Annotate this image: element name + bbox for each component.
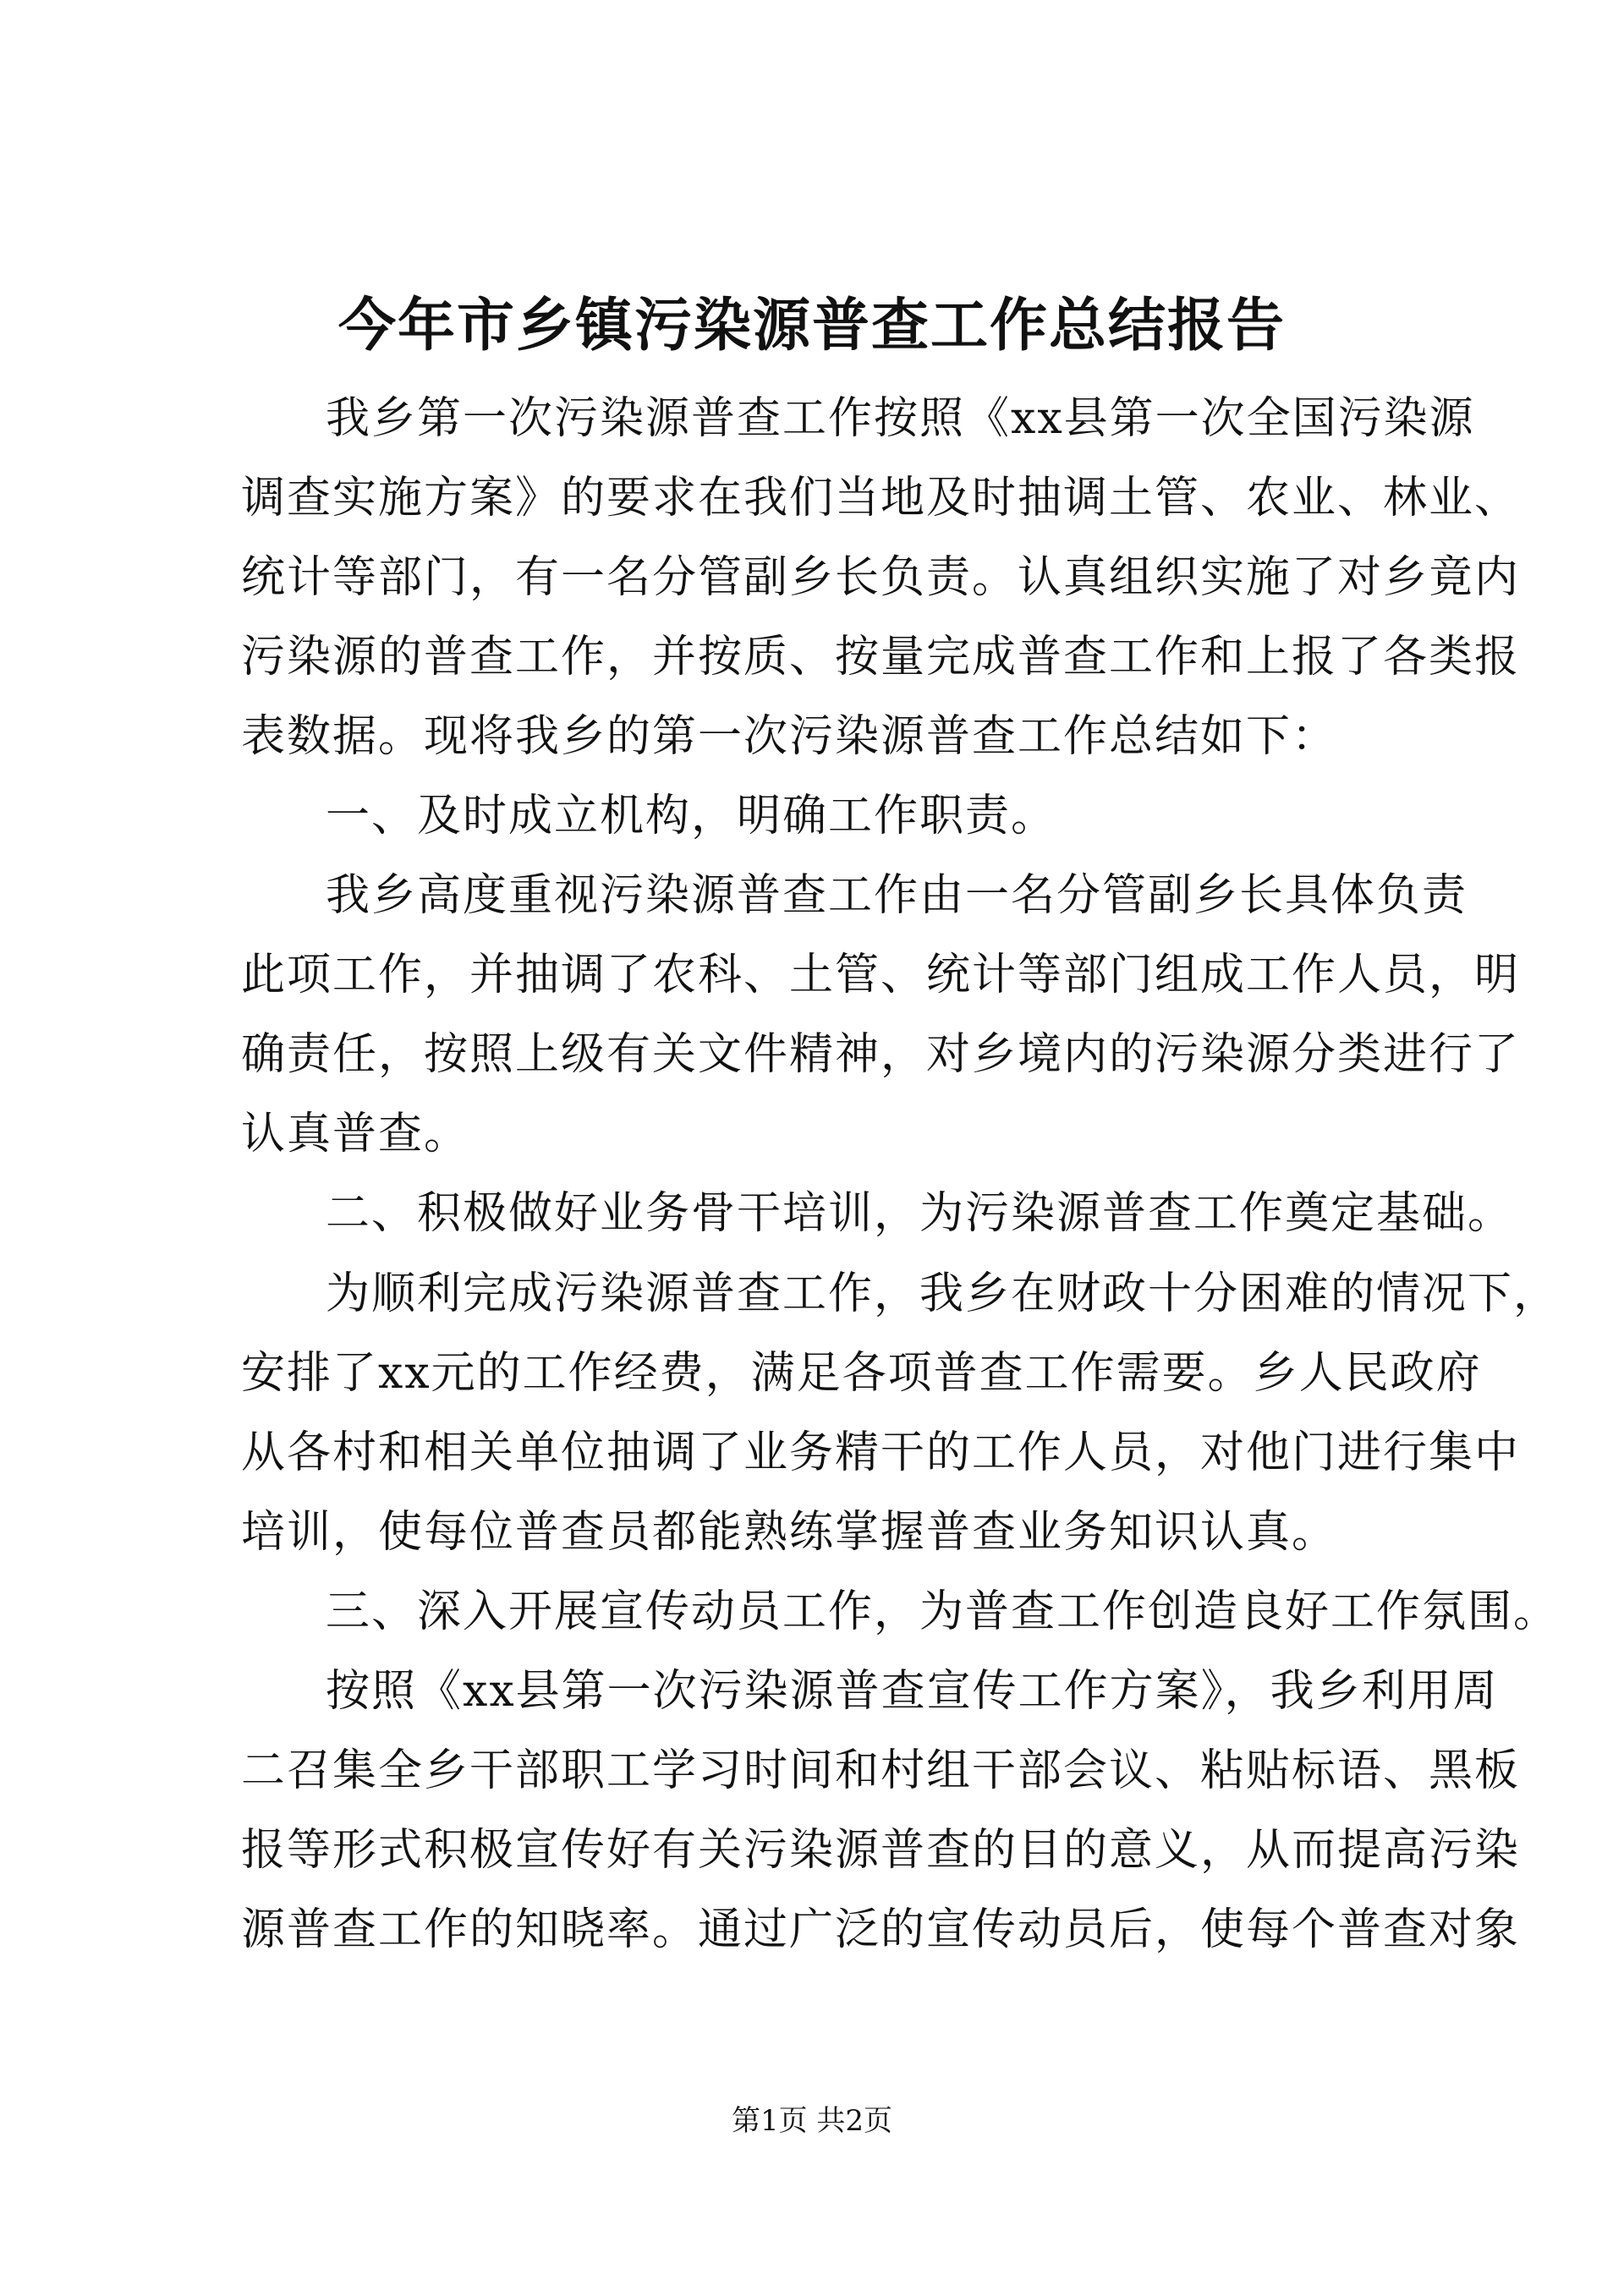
paragraph-1-line-5: 表数据。现将我乡的第一次污染源普查工作总结如下： [241,711,1338,763]
section-heading-1: 一、及时成立机构，明确工作职责。 [326,791,1057,842]
document-body [241,379,1560,1970]
section-heading-2: 二、积极做好业务骨干培训，为污染源普查工作奠定基础。 [326,1188,1514,1240]
paragraph-3-line-2: 安排了xx元的工作经费，满足各项普查工作需要。乡人民政府 [241,1347,1482,1399]
paragraph-2-line-3: 确责任，按照上级有关文件精神，对乡境内的污染源分类进行了 [241,1029,1521,1081]
paragraph-2-line-2: 此项工作，并抽调了农科、土管、统计等部门组成工作人员，明 [241,950,1521,1001]
paragraph-2-line-1: 我乡高度重视污染源普查工作由一名分管副乡长具体负责 [326,870,1468,922]
section-heading-3: 三、深入开展宣传动员工作，为普查工作创造良好工作氛围。 [326,1586,1560,1637]
paragraph-4-line-1: 按照《xx县第一次污染源普查宣传工作方案》，我乡利用周 [326,1665,1499,1717]
paragraph-3-line-4: 培训，使每位普查员都能熟练掌握普查业务知识认真。 [241,1506,1338,1558]
document-title: 今年市乡镇污染源普查工作总结报告 [337,292,1286,359]
paragraph-2-line-4: 认真普查。 [241,1109,470,1160]
paragraph-1-line-1: 我乡第一次污染源普查工作按照《xx县第一次全国污染源 [326,393,1475,444]
paragraph-1-line-3: 统计等部门，有一名分管副乡长负责。认真组织实施了对乡竟内 [241,552,1521,604]
paragraph-3-line-1: 为顺利完成污染源普查工作，我乡在财政十分困难的情况下， [326,1268,1560,1319]
paragraph-1-line-4: 污染源的普查工作，并按质、按量完成普查工作和上报了各类报 [241,632,1521,683]
paragraph-1-line-2: 调查实施方案》的要求在我们当地及时抽调土管、农业、林业、 [241,473,1521,524]
paragraph-3-line-3: 从各村和相关单位抽调了业务精干的工作人员，对他门进行集中 [241,1427,1521,1478]
paragraph-4-line-2: 二召集全乡干部职工学习时间和村组干部会议、粘贴标语、黑板 [241,1745,1521,1796]
paragraph-4-line-3: 报等形式积极宣传好有关污染源普查的目的意义，从而提高污染 [241,1824,1521,1876]
page-footer: 第1页 共2页 [731,2104,893,2138]
paragraph-4-line-4: 源普查工作的知晓率。通过广泛的宣传动员后，使每个普查对象 [241,1904,1521,1955]
